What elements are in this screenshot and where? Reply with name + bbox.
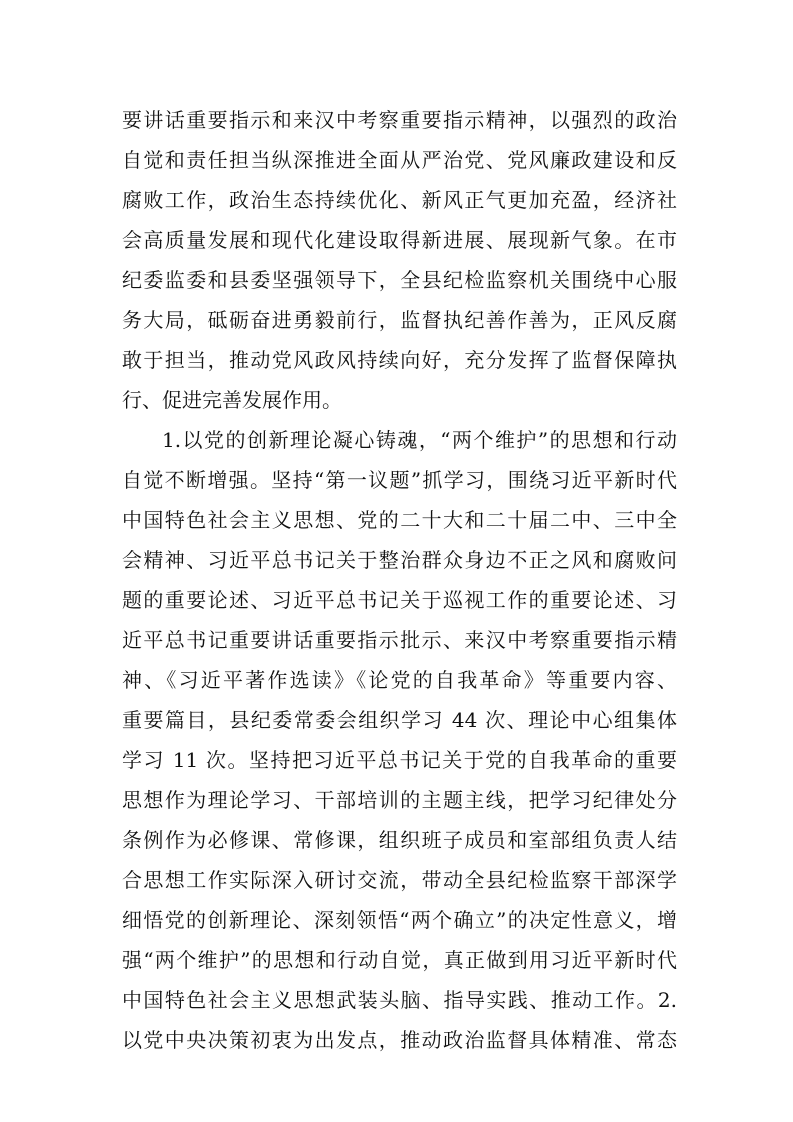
text-line: 务大局，砥砺奋进勇毅前行，监督执纪善作善为，正风反腐: [122, 308, 677, 332]
text-line: 中国特色社会主义思想、党的二十大和二十届二中、三中全: [122, 508, 677, 532]
text-line: 条例作为必修课、常修课，组织班子成员和室部组负责人结: [122, 828, 677, 852]
text-line: 合思想工作实际深入研讨交流，带动全县纪检监察干部深学: [122, 868, 677, 892]
text-line: 要讲话重要指示和来汉中考察重要指示精神，以强烈的政治: [122, 108, 677, 132]
paragraph-1: [122, 100, 677, 420]
text-line: 自觉和责任担当纵深推进全面从严治党、党风廉政建设和反: [122, 148, 677, 172]
text-line: 会高质量发展和现代化建设取得新进展、展现新气象。在市: [122, 228, 677, 252]
paragraph-2: [122, 420, 677, 1060]
text-line: 行、促进完善发展作用。: [122, 388, 342, 412]
text-line: 学习 11 次。坚持把习近平总书记关于党的自我革命的重要: [122, 748, 677, 772]
text-line: 腐败工作，政治生态持续优化、新风正气更加充盈，经济社: [122, 188, 677, 212]
text-line: 中国特色社会主义思想武装头脑、指导实践、推动工作。2.: [122, 988, 677, 1012]
text-line: 会精神、习近平总书记关于整治群众身边不正之风和腐败问: [122, 548, 677, 572]
text-line: 强“两个维护”的思想和行动自觉，真正做到用习近平新时代: [122, 948, 677, 972]
text-line: 细悟党的创新理论、深刻领悟“两个确立”的决定性意义，增: [122, 908, 677, 932]
text-line: 重要篇目，县纪委常委会组织学习 44 次、理论中心组集体: [122, 708, 677, 732]
text-line: 思想作为理论学习、干部培训的主题主线，把学习纪律处分: [122, 788, 677, 812]
text-line: 自觉不断增强。坚持“第一议题”抓学习，围绕习近平新时代: [122, 468, 677, 492]
text-line: 纪委监委和县委坚强领导下，全县纪检监察机关围绕中心服: [122, 268, 677, 292]
text-line: 敢于担当，推动党风政风持续向好，充分发挥了监督保障执: [122, 348, 677, 372]
text-line: 以党中央决策初衷为出发点，推动政治监督具体精准、常态: [122, 1028, 677, 1052]
text-line: 题的重要论述、习近平总书记关于巡视工作的重要论述、习: [122, 588, 677, 612]
text-line: 近平总书记重要讲话重要指示批示、来汉中考察重要指示精: [122, 628, 677, 652]
body-text: [122, 100, 677, 1060]
text-line: 1.以党的创新理论凝心铸魂，“两个维护”的思想和行动: [162, 428, 677, 452]
text-line: 神、《习近平著作选读》《论党的自我革命》等重要内容、: [122, 668, 677, 692]
